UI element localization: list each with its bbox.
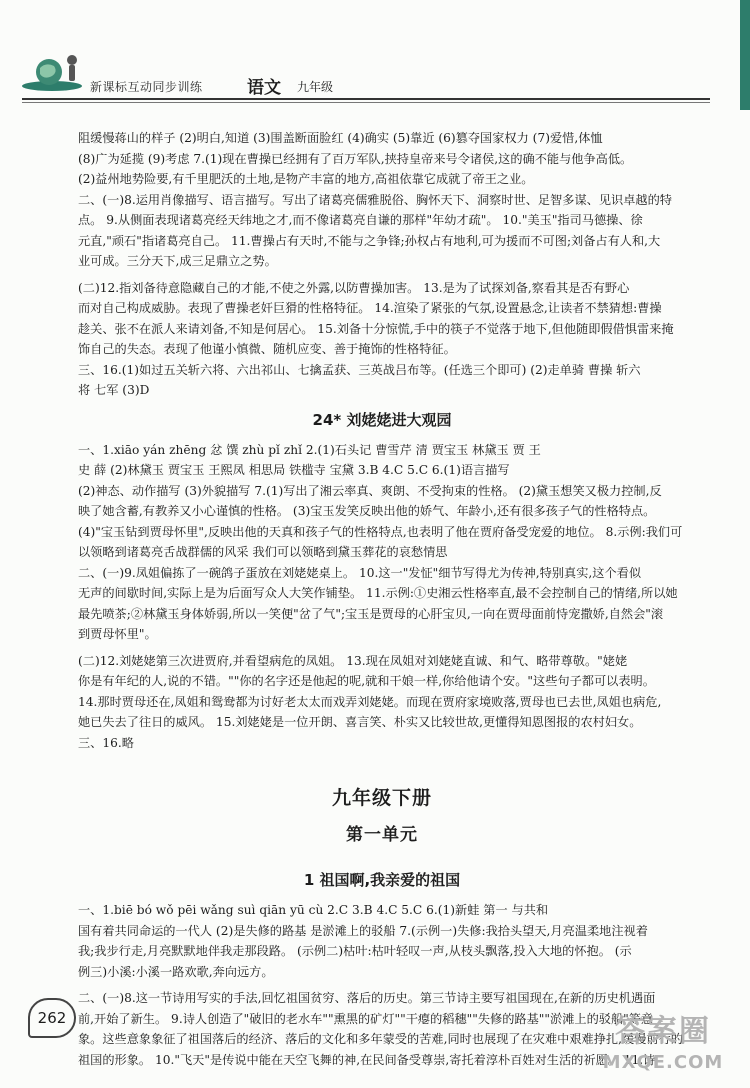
- header-rule: [22, 98, 710, 100]
- text-line: 将 七军 (3)D: [78, 383, 150, 397]
- text-line: (2)益州地势险要,有千里肥沃的土地,是物产丰富的地方,高祖依靠它成就了帝王之业。: [78, 172, 534, 186]
- page-header: [0, 40, 740, 100]
- text-line: 元直,"顽石"指诸葛亮自己。 11.曹操占有天时,不能与之争锋;孙权占有地利,可为援而不可图;刘备占有人和,大: [78, 233, 661, 248]
- text-line: 三、16.略: [78, 735, 134, 750]
- text-line: 二、(一)8.运用肖像描写、语言描写。写出了诸葛亮儒雅脱俗、胸怀天下、洞察时世、足智多谋、见识卓越的特: [78, 192, 672, 207]
- text-line: 阻缓慢蒋山的样子 (2)明白,知道 (3)围盖断面脸红 (4)确实 (5)靠近 (6)篡夺国家权力 (7)爱惜,体恤: [78, 131, 603, 145]
- text-line: 而对自己构成威胁。表现了曹操老奸巨猾的性格特征。 14.渲染了紧张的气氛,设置悬念,让读者不禁猜想:曹操: [78, 301, 662, 315]
- lesson-1-title: 1 祖国啊,我亲爱的祖国: [303, 871, 461, 889]
- text-line: (4)"宝玉钻到贾母怀里",反映出他的天真和孩子气的性格特点,也表明了他在贾府备受宠爱的地位。 8.示例:我们可: [78, 524, 683, 539]
- header-rule-thin: [22, 102, 710, 103]
- text-line: 二、(一)8.这一节诗用写实的手法,回忆祖国贫穷、落后的历史。第三节诗主要写祖国现在,在新的历史机遇面: [78, 991, 656, 1005]
- text-line: 前,开始了新生。 9.诗人创造了"破旧的老水车""熏黑的矿灯""干瘪的稻穗""失修的路基""淤滩上的驳船"等意: [78, 1011, 654, 1026]
- text-line: 一、1.xiāo yán zhēng 忿 馔 zhù pǐ zhǐ 2.(1)石头记 曹雪芹 清 贾宝玉 林黛玉 贾 王: [78, 442, 541, 457]
- text-line: 最先喷茶;②林黛玉身体娇弱,所以一笑便"岔了气";宝玉是贾母的心肝宝贝,一向在贾母面前恃宠撒娇,自然会"滚: [78, 606, 664, 621]
- text-line: 三、16.(1)如过五关斩六将、六出祁山、七擒孟获、三英战吕布等。(任选三个即可) (2)走单骑 曹操 斩六: [78, 362, 641, 377]
- text-line: 她已失去了往日的威风。 15.刘姥姥是一位开朗、喜言笑、朴实又比较世故,更懂得知恩图报的农村妇女。: [78, 715, 642, 729]
- text-line: 点。 9.从侧面表现诸葛亮经天纬地之才,而不像诸葛亮自谦的那样"年幼才疏"。 10."美玉"指司马德操、徐: [78, 213, 643, 227]
- text-line: 到贾母怀里"。: [78, 627, 157, 641]
- text-line: 业可成。三分天下,成三足鼎立之势。: [78, 254, 277, 268]
- text-line: 二、(一)9.凤姐偏拣了一碗鸽子蛋放在刘姥姥桌上。 10.这一"发怔"细节写得尤为传神,特别真实,这个看似: [78, 565, 642, 580]
- grade-label: 九年级: [297, 80, 334, 94]
- text-line: 14.那时贾母还在,凤姐和鸳鸯都为讨好老太太而戏弄刘姥姥。而现在贾府家境败落,贾母也已去世,凤姐也病危,: [78, 694, 662, 709]
- text-line: 无声的间歇时间,实际上是为后面写众人大笑作铺垫。 11.示例:①史湘云性格率直,最不会控制自己的情绪,所以她: [78, 586, 678, 600]
- text-line: (8)广为延揽 (9)考虑 7.(1)现在曹操已经拥有了百万军队,挟持皇帝来号令诸侯,这的确不能与他争高低。: [78, 151, 633, 166]
- text-line: 你是有年纪的人,说的不错。""你的名字还是他起的呢,就和干娘一样,你给他请个安。"这些句子都可以表明。: [78, 674, 655, 688]
- unit-title: 第一单元: [346, 825, 418, 845]
- answer-content: [78, 128, 686, 1070]
- text-line: 以领略到诸葛亮舌战群儒的风采 我们可以领略到黛玉葬花的哀愁情思: [78, 545, 448, 559]
- text-line: (二)12.指刘备待意隐藏自己的才能,不使之外露,以防曹操加害。 13.是为了试探刘备,察看其是否有野心: [78, 280, 630, 295]
- globe-logo-icon: [22, 50, 84, 94]
- page-edge-tab: [740, 0, 750, 110]
- text-line: 史 薛 (2)林黛玉 贾宝玉 王熙凤 相思局 铁槛寺 宝黛 3.B 4.C 5.C 6.(1)语言描写: [78, 463, 510, 477]
- text-line: 象。这些意象象征了祖国落后的经济、落后的文化和多年蒙受的苦难,同时也展现了在灾难中艰难挣扎,缓慢前行的: [78, 1032, 683, 1046]
- text-line: 一、1.biē bó wǒ pēi wǎng suì qiān yū cù 2.C 3.B 4.C 5.C 6.(1)新蛙 第一 与共和: [78, 903, 549, 917]
- book-title: 九年级下册: [331, 787, 432, 809]
- watermark-logo: [588, 1012, 738, 1082]
- text-line: 我;我步行走,月亮默默地伴我走那段路。 (示例二)枯叶:枯叶轻叹一声,从枝头飘落,投入大地的怀抱。 (示: [78, 944, 632, 958]
- text-line: 饰自己的失态。表现了他谨小慎微、随机应变、善于掩饰的性格特征。: [78, 342, 456, 356]
- text-line: (2)神态、动作描写 (3)外貌描写 7.(1)写出了湘云率真、爽朗、不受拘束的性格。 (2)黛玉想笑又极力控制,反: [78, 483, 662, 498]
- page-number: 262: [28, 998, 76, 1038]
- text-line: 祖国的形象。 10."飞天"是传说中能在天空飞舞的神,在民间备受尊崇,寄托着淳朴百姓对生活的祈愿。 11.诗: [78, 1052, 656, 1067]
- text-line: 例三)小溪:小溪一路欢歌,奔向远方。: [78, 964, 274, 979]
- watermark-url: MXQE.COM: [602, 1052, 724, 1073]
- text-line: 映了她含蓄,有教养又小心谨慎的性格。 (3)宝玉发笑反映出他的娇气、年龄小,还有很多孩子气的性格特点。: [78, 504, 656, 518]
- series-title: 新课标互动同步训练: [90, 80, 203, 94]
- watermark-text: 答案圈: [615, 1014, 711, 1049]
- lesson-24-title: 24* 刘姥姥进大观园: [312, 410, 452, 429]
- text-line: 趁关、张不在派人来请刘备,不知是何居心。 15.刘备十分惊慌,手中的筷子不觉落于地下,但他随即假借惧雷来掩: [78, 321, 674, 336]
- text-line: 国有着共同命运的一代人 (2)是失修的路基 是淤滩上的驳船 7.(示例一)失修:我拾头望天,月亮温柔地注视着: [78, 923, 648, 938]
- text-line: (二)12.刘姥姥第三次进贾府,并看望病危的凤姐。 13.现在凤姐对刘姥姥直诚、和气、略带尊敬。"姥姥: [78, 653, 628, 668]
- subject-title: 语文: [247, 78, 281, 98]
